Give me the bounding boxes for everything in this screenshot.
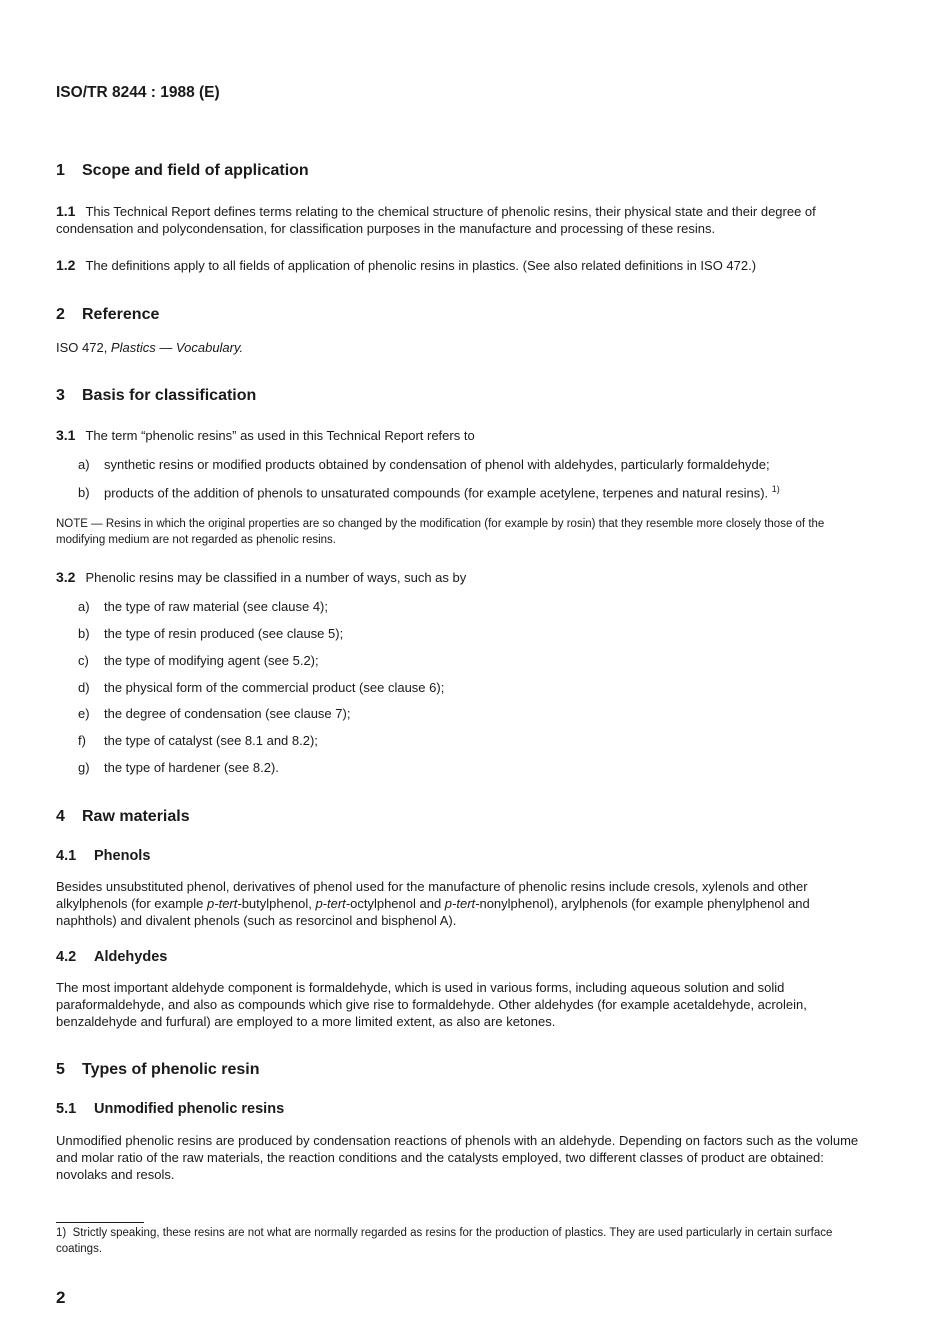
subsection-number: 4.2: [56, 949, 77, 965]
paragraph-text: This Technical Report defines terms relating to the chemical structure of phenolic resins, their physical state and their degree of condensation and polycondensation, for classification purposes in the manufacture and processing of these resins.: [56, 204, 816, 236]
list-label: e): [78, 706, 90, 721]
text-run: butylphenol,: [241, 896, 316, 911]
paragraph-1-1: [56, 203, 872, 237]
section-title: Types of phenolic resin: [82, 1061, 260, 1078]
footnote-marker: 1): [56, 1227, 67, 1239]
text-run: Besides unsubstituted phenol, derivatives of phenol used for the manufacture of phenolic resins include cresols, xylenols and other alkylphenols (for example: [56, 879, 808, 911]
section-title: Raw materials: [82, 808, 190, 825]
section-number: 5: [56, 1061, 65, 1078]
subsection-title: Aldehydes: [94, 949, 168, 965]
section-3-heading: [56, 387, 872, 405]
list-text: the type of resin produced (see clause 5);: [104, 626, 344, 641]
list-item: [78, 733, 872, 748]
list-item: [78, 626, 872, 641]
italic-prefix: p-tert-: [444, 896, 480, 911]
subsection-title: Unmodified phenolic resins: [94, 1101, 285, 1117]
subsection-4-1-heading: [56, 848, 872, 864]
section-title: Reference: [82, 306, 160, 323]
list-item: [78, 457, 872, 472]
footnote-divider: [56, 1222, 144, 1223]
section-5-heading: [56, 1061, 872, 1079]
note: NOTE — Resins in which the original properties are so changed by the modification (for example by rosin) that they resemble more closely those of the modifying medium are not regarded as phenolic resins.: [56, 518, 825, 546]
section-4-heading: [56, 808, 872, 826]
list-item: [78, 599, 872, 614]
paragraph-3-1: [56, 427, 872, 444]
subsection-title: Phenols: [94, 848, 151, 864]
paragraph-3-2: [56, 569, 872, 586]
text-run: octylphenol and: [350, 896, 445, 911]
list-item: [78, 760, 872, 775]
paragraph-text: The term “phenolic resins” as used in this Technical Report refers to: [85, 428, 475, 443]
list-item: [78, 680, 872, 695]
page-number: 2: [56, 1288, 66, 1307]
subsection-5-1-heading: [56, 1101, 872, 1117]
paragraph-4-1: [56, 878, 872, 929]
footnote-reference: 1): [771, 484, 780, 494]
reference-title: Plastics — Vocabulary.: [110, 340, 244, 355]
list-label: f): [78, 733, 86, 748]
list-text: the degree of condensation (see clause 7);: [104, 706, 351, 721]
footnote: [56, 1225, 872, 1257]
list-text: the type of modifying agent (see 5.2);: [104, 653, 319, 668]
section-number: 1: [56, 162, 65, 179]
list-label: b): [78, 626, 90, 641]
italic-prefix: p-tert-: [315, 896, 351, 911]
paragraph-1-2: [56, 257, 872, 274]
section-title: Basis for classification: [82, 387, 257, 404]
section-number: 4: [56, 808, 65, 825]
section-number: 3: [56, 387, 65, 404]
paragraph-number: 3.2: [56, 569, 76, 585]
paragraph-number: 3.1: [56, 427, 76, 443]
reference-entry: [56, 339, 872, 356]
list-label: c): [78, 653, 89, 668]
list-label: g): [78, 760, 90, 775]
list-label: a): [78, 599, 90, 614]
section-number: 2: [56, 306, 65, 323]
list-item: [78, 653, 872, 668]
paragraph-4-2: The most important aldehyde component is formaldehyde, which is used in various forms, including aqueous solution and solid paraformaldehyde, and also as compounds which give rise to formaldehyde. Other aldehydes (for example acetaldehyde, acrolein, benzaldehyde and furfural) are employed to a more limited extent, as also are ketones.: [56, 980, 807, 1029]
paragraph-5-1: Unmodified phenolic resins are produced by condensation reactions of phenols with an aldehyde. Depending on factors such as the volume and molar ratio of the raw materials, the reaction conditions and the catalysts employed, two different classes of product are obtained: novolaks and resols.: [56, 1133, 859, 1182]
list-label: b): [78, 485, 90, 501]
paragraph-text: The definitions apply to all fields of application of phenolic resins in plastics. (See also related definitions in ISO 472.): [85, 258, 757, 273]
list-text: the type of hardener (see 8.2).: [104, 760, 279, 775]
text-run: nonylphenol), arylphenols (for example phenylphenol and naphthols) and divalent phenols (such as resorcinol and bisphenol A).: [56, 896, 810, 928]
list-text: the physical form of the commercial product (see clause 6);: [104, 680, 445, 695]
section-1-heading: [56, 162, 872, 180]
list-item: [78, 706, 872, 721]
footnote-text: Strictly speaking, these resins are not what are normally regarded as resins for the production of plastics. They are used particularly in certain surface coatings.: [56, 1227, 833, 1255]
reference-code: ISO 472,: [56, 340, 111, 355]
subsection-4-2-heading: [56, 949, 872, 965]
subsection-number: 5.1: [56, 1101, 77, 1117]
italic-prefix: p-tert-: [207, 896, 242, 911]
list-text: synthetic resins or modified products obtained by condensation of phenol with aldehydes, particularly formaldehyde;: [104, 457, 770, 472]
list-label: a): [78, 457, 90, 472]
list-text: the type of catalyst (see 8.1 and 8.2);: [104, 733, 318, 748]
list-item: [78, 484, 872, 500]
paragraph-number: 1.2: [56, 257, 76, 273]
subsection-number: 4.1: [56, 848, 77, 864]
list-text: products of the addition of phenols to unsaturated compounds (for example acetylene, terpenes and natural resins).: [104, 485, 769, 501]
paragraph-text: Phenolic resins may be classified in a number of ways, such as by: [85, 570, 467, 585]
list-text: the type of raw material (see clause 4);: [104, 599, 328, 614]
document-identifier: ISO/TR 8244 : 1988 (E): [56, 84, 220, 101]
paragraph-number: 1.1: [56, 203, 76, 219]
list-label: d): [78, 680, 90, 695]
section-title: Scope and field of application: [82, 162, 309, 179]
section-2-heading: [56, 306, 872, 324]
